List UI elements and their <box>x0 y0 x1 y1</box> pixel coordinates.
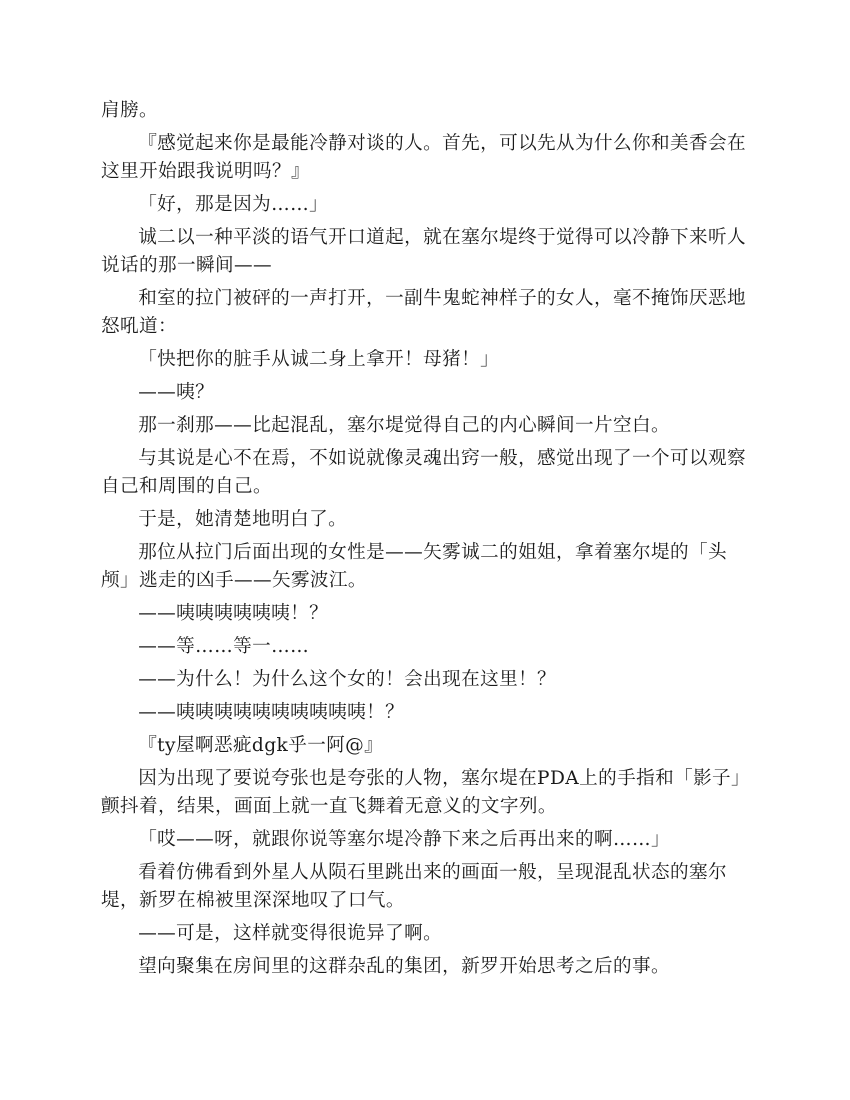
paragraph: ——咦咦咦咦咦咦咦咦咦咦！？ <box>138 702 405 723</box>
paragraph: ——咦？ <box>138 382 215 403</box>
paragraph: 那一刹那——比起混乱，塞尔堤觉得自己的内心瞬间一片空白。 <box>138 415 671 436</box>
paragraph: ——咦咦咦咦咦咦！？ <box>138 603 329 624</box>
paragraph: 『感觉起来你是最能冷静对谈的人。首先，可以先从为什么你和美香会在这里开始跟我说明吗？』 <box>101 133 746 182</box>
paragraph: ——可是，这样就变得很诡异了啊。 <box>138 923 443 944</box>
paragraph: 于是，她清楚地明白了。 <box>138 509 348 530</box>
paragraph: 诚二以一种平淡的语气开口道起，就在塞尔堤终于觉得可以冷静下来听人说话的那一瞬间—— <box>101 227 746 276</box>
paragraph: 和室的拉门被砰的一声打开，一副牛鬼蛇神样子的女人，毫不掩饰厌恶地怒吼道： <box>101 288 746 337</box>
paragraph: 望向聚集在房间里的这群杂乱的集团，新罗开始思考之后的事。 <box>138 956 671 977</box>
paragraph: 与其说是心不在焉，不如说就像灵魂出窍一般，感觉出现了一个可以观察自己和周围的自己。 <box>101 448 746 497</box>
paragraph: 『ty屋啊恶疵dgk乎一阿@』 <box>138 735 384 756</box>
paragraph: ——等……等一…… <box>138 636 310 657</box>
paragraph: 「好，那是因为……」 <box>138 194 329 215</box>
paragraph: 因为出现了要说夸张也是夸张的人物，塞尔堤在PDA上的手指和「影子」颤抖着，结果，画面上就一直飞舞着无意义的文字列。 <box>101 768 741 817</box>
document-page <box>101 97 747 986</box>
paragraph: 「哎——呀，就跟你说等塞尔堤冷静下来之后再出来的啊……」 <box>138 829 671 850</box>
paragraph: ——为什么！为什么这个女的！会出现在这里！？ <box>138 669 557 690</box>
paragraph: 那位从拉门后面出现的女性是——矢雾诚二的姐姐，拿着塞尔堤的「头颅」逃走的凶手——矢雾波江。 <box>101 542 727 591</box>
paragraph: 肩膀。 <box>101 100 158 121</box>
paragraph: 看着仿佛看到外星人从陨石里跳出来的画面一般，呈现混乱状态的塞尔堤，新罗在棉被里深深地叹了口气。 <box>101 862 727 911</box>
paragraph: 「快把你的脏手从诚二身上拿开！母猪！」 <box>138 349 500 370</box>
